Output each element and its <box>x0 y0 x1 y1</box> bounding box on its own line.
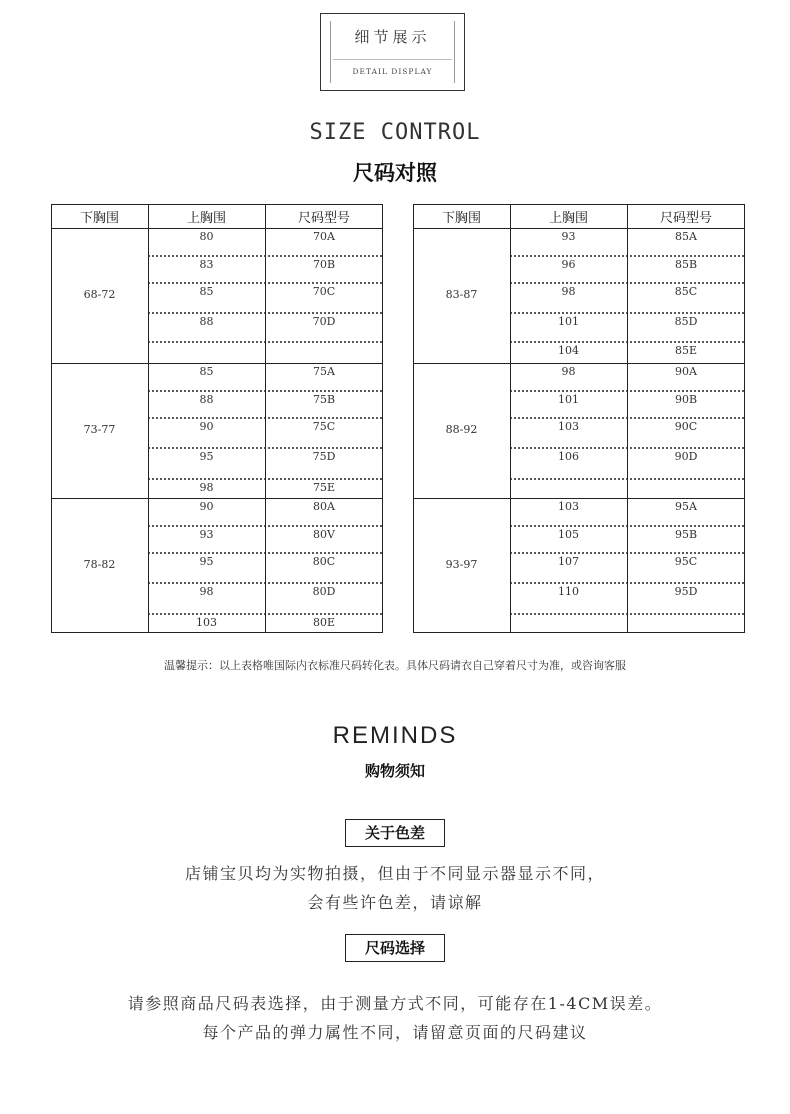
overbust-cell: 98 <box>561 365 576 378</box>
size-code-cell: 85C <box>674 285 698 298</box>
overbust-cell: 93 <box>199 528 214 541</box>
size-code-cell: 70D <box>312 315 336 328</box>
overbust-cell: 88 <box>199 315 214 328</box>
size-code-cell: 85D <box>674 315 698 328</box>
size-code-cell: 80C <box>312 555 336 568</box>
underbust-range-cell: 78-82 <box>83 557 116 571</box>
overbust-cell: 98 <box>561 285 576 298</box>
overbust-cell: 103 <box>558 420 579 433</box>
size-code-cell: 90D <box>674 450 698 463</box>
overbust-cell: 103 <box>558 500 579 513</box>
size-selection-line-2: 每个产品的弹力属性不同，请留意页面的尺码建议 <box>202 1023 588 1042</box>
size-chart-title-cn: 尺码对照 <box>353 161 437 185</box>
size-code-cell: 80A <box>313 500 335 513</box>
size-code-cell: 95C <box>674 555 698 568</box>
size-code-cell: 75B <box>312 393 336 406</box>
size-code-cell: 80D <box>312 585 336 598</box>
overbust-cell: 95 <box>199 555 214 568</box>
size-code-cell: 80E <box>312 616 336 629</box>
overbust-cell: 110 <box>558 585 579 598</box>
detail-title-en: DETAIL DISPLAY <box>352 67 433 76</box>
size-table-left <box>51 204 383 633</box>
size-code-cell: 70C <box>312 285 336 298</box>
overbust-cell: 85 <box>199 285 214 298</box>
overbust-cell: 90 <box>199 500 214 513</box>
size-code-cell: 95A <box>675 500 697 513</box>
overbust-cell: 80 <box>199 230 214 243</box>
size-code-cell: 70B <box>312 258 336 271</box>
overbust-cell: 107 <box>558 555 579 568</box>
underbust-range-cell: 93-97 <box>445 557 478 571</box>
overbust-cell: 105 <box>558 528 579 541</box>
color-difference-label: 关于色差 <box>345 819 445 847</box>
size-code-cell: 75E <box>312 481 336 494</box>
size-selection-line-1: 请参照商品尺码表选择，由于测量方式不同，可能存在1-4CM误差。 <box>127 994 663 1013</box>
table-header-cell: 上胸围 <box>186 211 226 226</box>
overbust-cell: 101 <box>558 315 579 328</box>
overbust-cell: 90 <box>199 420 214 433</box>
table-header-cell: 尺码型号 <box>297 211 350 226</box>
detail-title-cn: 细节展示 <box>354 28 431 46</box>
overbust-cell: 96 <box>561 258 576 271</box>
size-code-cell: 95B <box>674 528 698 541</box>
table-header-cell: 上胸围 <box>548 211 588 226</box>
size-selection-label: 尺码选择 <box>345 934 445 962</box>
overbust-cell: 83 <box>199 258 214 271</box>
size-code-cell: 70A <box>313 230 335 243</box>
size-code-cell: 85E <box>674 344 698 357</box>
detail-divider <box>333 59 452 60</box>
detail-display-badge <box>320 13 465 91</box>
underbust-range-cell: 88-92 <box>445 422 478 436</box>
table-header-cell: 下胸围 <box>79 211 119 226</box>
overbust-cell: 88 <box>199 393 214 406</box>
underbust-range-cell: 73-77 <box>83 422 116 436</box>
size-code-cell: 90C <box>674 420 698 433</box>
color-difference-line-1: 店铺宝贝均为实物拍摄，但由于不同显示器显示不同， <box>184 864 605 883</box>
size-code-cell: 90A <box>675 365 697 378</box>
size-code-cell: 75A <box>313 365 335 378</box>
reminds-title: REMINDS <box>332 722 458 749</box>
table-header-cell: 下胸围 <box>441 211 481 226</box>
overbust-cell: 101 <box>558 393 579 406</box>
size-code-cell: 95D <box>674 585 698 598</box>
underbust-range-cell: 83-87 <box>445 287 478 301</box>
overbust-cell: 85 <box>199 365 214 378</box>
size-code-cell: 90B <box>674 393 698 406</box>
table-header-cell: 尺码型号 <box>659 211 712 226</box>
reminds-title-cn: 购物须知 <box>364 762 425 780</box>
size-code-cell: 85A <box>675 230 697 243</box>
size-note: 温馨提示：以上表格唯国际内衣标准尺码转化表。具体尺码请衣自己穿着尺寸为准，或咨询客服 <box>164 659 626 672</box>
overbust-cell: 103 <box>196 616 217 629</box>
underbust-range-cell: 68-72 <box>83 287 116 301</box>
overbust-cell: 98 <box>199 585 214 598</box>
size-code-cell: 75C <box>312 420 336 433</box>
overbust-cell: 93 <box>561 230 576 243</box>
overbust-cell: 106 <box>558 450 579 463</box>
size-code-cell: 75D <box>312 450 336 463</box>
size-control-title: SIZE CONTROL <box>309 120 481 145</box>
overbust-cell: 95 <box>199 450 214 463</box>
overbust-cell: 104 <box>558 344 579 357</box>
size-code-cell: 80V <box>313 528 335 541</box>
overbust-cell: 98 <box>199 481 214 494</box>
color-difference-line-2: 会有些许色差，请谅解 <box>307 893 483 912</box>
size-code-cell: 85B <box>674 258 698 271</box>
size-table-right <box>413 204 745 633</box>
